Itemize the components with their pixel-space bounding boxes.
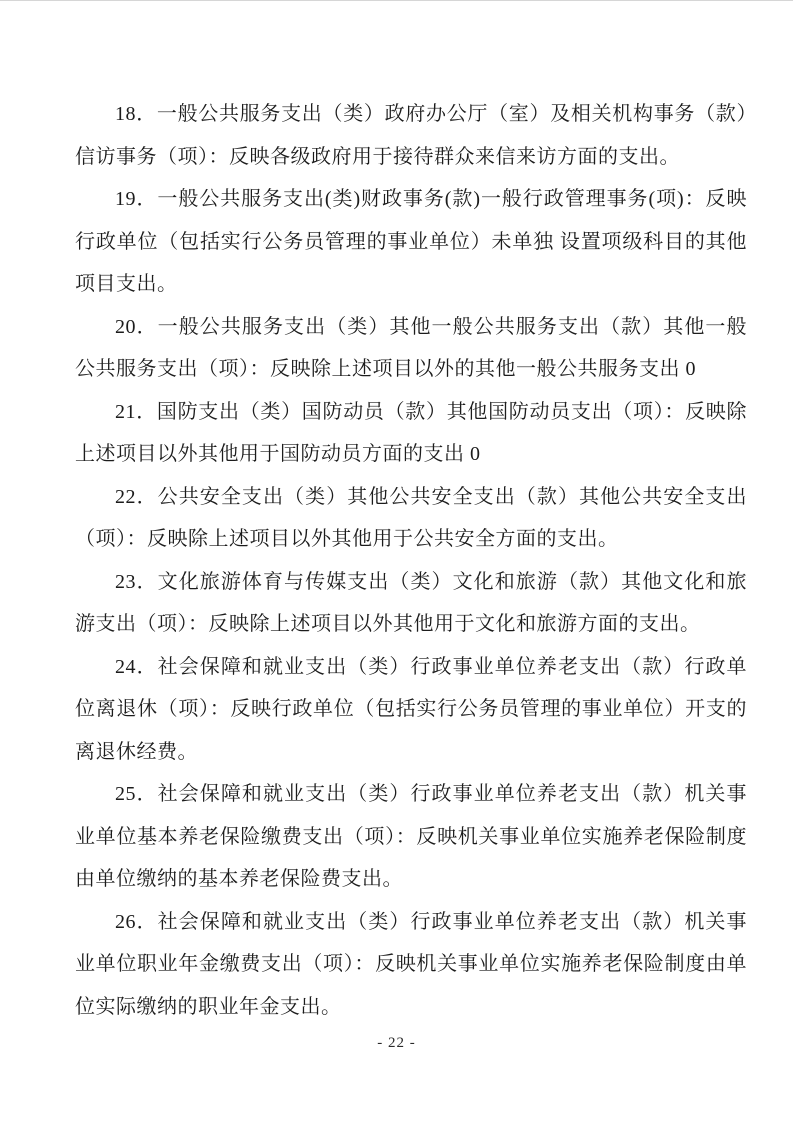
- paragraph-item-25: 25．社会保障和就业支出（类）行政事业单位养老支出（款）机关事业单位基本养老保险缴费支出（项）：反映机关事业单位实施养老保险制度由单位缴纳的基本养老保险费支出。: [75, 783, 747, 890]
- paragraph-item-21: 21．国防支出（类）国防动员（款）其他国防动员支出（项）：反映除上述项目以外其他用于国防动员方面的支出 0: [75, 400, 747, 465]
- paragraph-item-18: 18．一般公共服务支出（类）政府办公厅（室）及相关机构事务（款）信访事务（项）：反映各级政府用于接待群众来信来访方面的支出。: [75, 103, 747, 168]
- paragraph-item-22: 22．公共安全支出（类）其他公共安全支出（款）其他公共安全支出（项）：反映除上述项目以外其他用于公共安全方面的支出。: [75, 485, 747, 550]
- paragraph-item-20: 20．一般公共服务支出（类）其他一般公共服务支出（款）其他一般公共服务支出（项）：反映除上述项目以外的其他一般公共服务支出 0: [75, 315, 747, 380]
- document-body: [75, 93, 747, 1028]
- paragraph-item-26: 26．社会保障和就业支出（类）行政事业单位养老支出（款）机关事业单位职业年金缴费支出（项）：反映机关事业单位实施养老保险制度由单位实际缴纳的职业年金支出。: [75, 910, 747, 1018]
- paragraph-item-24: 24．社会保障和就业支出（类）行政事业单位养老支出（款）行政单位离退休（项）：反映行政单位（包括实行公务员管理的事业单位）开支的 离退休经费。: [75, 655, 747, 763]
- page-number: - 22 -: [377, 1035, 416, 1051]
- paragraph-item-23: 23．文化旅游体育与传媒支出（类）文化和旅游（款）其他文化和旅游支出（项）：反映除上述项目以外其他用于文化和旅游方面的支出。: [75, 570, 747, 635]
- paragraph-item-19: 19．一般公共服务支出(类)财政事务(款)一般行政管理事务(项)：反映行政单位（包括实行公务员管理的事业单位）未单独 设置项级科目的其他项目支出。: [75, 188, 747, 295]
